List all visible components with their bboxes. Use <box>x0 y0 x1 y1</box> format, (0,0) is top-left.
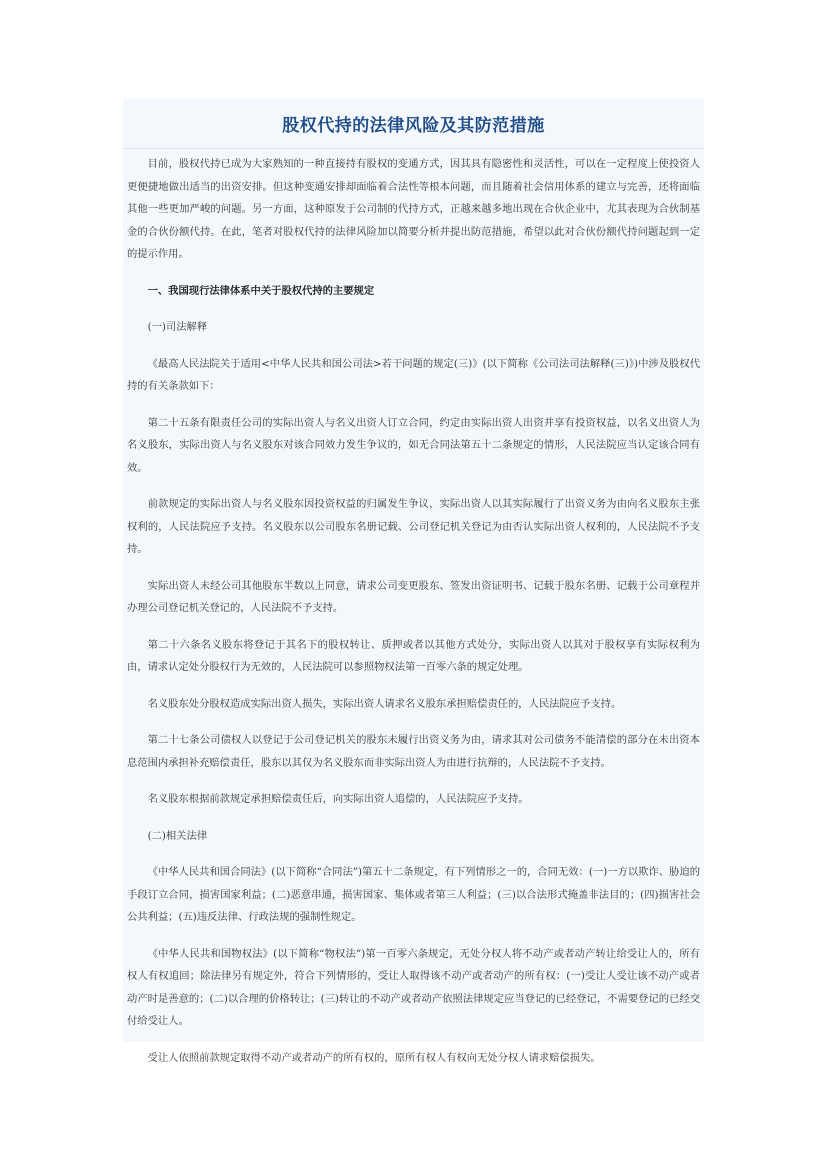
paragraph-article-27-2: 名义股东根据前款规定承担赔偿责任后，向实际出资人追偿的，人民法院应予支持。 <box>147 793 529 805</box>
paragraph-article-26: 第二十六条名义股东将登记于其名下的股权转让、质押或者以其他方式处分，实际出资人以其对于股权享有实际权利为由，请求认定处分股权行为无效的，人民法院可以参照物权法第一百零六条的规定处理。 <box>127 638 700 673</box>
subsection-related-laws: (二)相关法律 <box>147 829 208 842</box>
paragraph-contract-law: 《中华人民共和国合同法》(以下简称“合同法”)第五十二条规定，有下列情形之一的，合同无效：(一)一方以欺诈、胁迫的手段订立合同，损害国家利益；(二)恶意串通，损害国家、集体或者第三人利益；(三)以合法形式掩盖非法目的；(四)损害社会公共利益；(五)违反法律、行政法规的强制性规定。 <box>127 866 700 923</box>
paragraph-article-27: 第二十七条公司债权人以登记于公司登记机关的股东未履行出资义务为由，请求其对公司债务不能清偿的部分在未出资本息范围内承担补充赔偿责任，股东以其仅为名义股东而非实际出资人为由进行抗辩的，人民法院不予支持。 <box>127 734 700 769</box>
paragraph-property-law: 《中华人民共和国物权法》(以下简称“物权法”)第一百零六条规定，无处分权人将不动产或者动产转让给受让人的，所有权人有权追回；除法律另有规定外，符合下列情形的，受让人取得该不动产或者动产的所有权：(一)受让人受让该不动产或者动产时是善意的；(二)以合理的价格转让；(三)转让的不动产或者动产依照法律规定应当登记的已经登记，不需要登记的已经交付给受让人。 <box>127 947 700 1027</box>
paragraph-judicial-intro: 《最高人民法院关于适用<中华人民共和国公司法>若干问题的规定(三)》(以下简称《公司法司法解释(三)》)中涉及股权代持的有关条款如下： <box>127 357 700 392</box>
article-body <box>123 149 704 1069</box>
article-container <box>123 99 704 1064</box>
paragraph-property-law-2: 受让人依照前款规定取得不动产或者动产的所有权的，原所有权人有权向无处分权人请求赔偿损失。 <box>147 1051 601 1064</box>
article-title: 股权代持的法律风险及其防范措施 <box>282 116 545 136</box>
title-band <box>123 99 704 149</box>
subsection-judicial-interpretation: (一)司法解释 <box>147 321 208 333</box>
paragraph-article-25-2: 前款规定的实际出资人与名义股东因投资权益的归属发生争议，实际出资人以其实际履行了出资义务为由向名义股东主张权利的，人民法院应予支持。名义股东以公司股东名册记载、公司登记机关登记为由否认实际出资人权利的，人民法院不予支持。 <box>127 498 700 555</box>
section-heading-1: 一、我国现行法律体系中关于股权代持的主要规定 <box>147 284 375 297</box>
paragraph-article-25-3: 实际出资人未经公司其他股东半数以上同意，请求公司变更股东、签发出资证明书、记载于股东名册、记载于公司章程并办理公司登记机关登记的，人民法院不予支持。 <box>127 579 700 614</box>
intro-paragraph: 目前，股权代持已成为大家熟知的一种直接持有股权的变通方式，因其具有隐密性和灵活性，可以在一定程度上使投资人更便捷地做出适当的出资安排。但这种变通安排却面临着合法性等根本问题，而且随着社会信用体系的建立与完善，还将面临其他一些更加严峻的问题。另一方面，这种原发于公司制的代持方式，正越来越多地出现在合伙企业中，尤其表现为合伙制基金的合伙份额代持。在此，笔者对股权代持的法律风险加以简要分析并提出防范措施，希望以此对合伙份额代持问题起到一定的提示作用。 <box>127 158 700 260</box>
paragraph-article-26-2: 名义股东处分股权造成实际出资人损失，实际出资人请求名义股东承担赔偿责任的，人民法院应予支持。 <box>147 697 622 710</box>
paragraph-article-25: 第二十五条有限责任公司的实际出资人与名义出资人订立合同，约定由实际出资人出资并享有投资权益，以名义出资人为名义股东，实际出资人与名义股东对该合同效力发生争议的，如无合同法第五十二条规定的情形，人民法院应当认定该合同有效。 <box>127 416 700 474</box>
